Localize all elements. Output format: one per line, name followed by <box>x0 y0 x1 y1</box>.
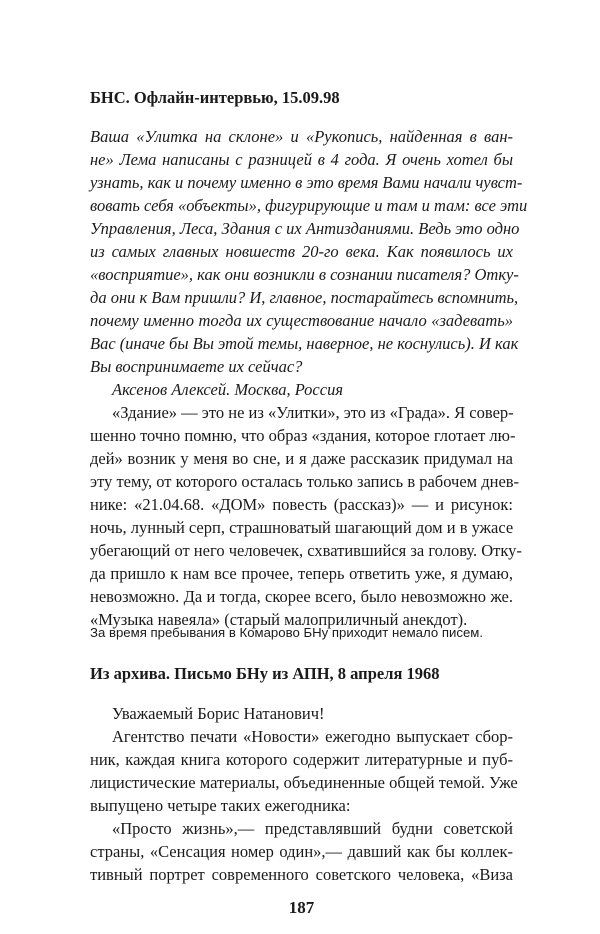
letter-line: лицистические материалы, объединенные общей темой. Уже <box>90 773 518 792</box>
editorial-note: За время пребывания в Комарово БНу приходит немало писем. <box>90 625 484 640</box>
book-page <box>90 0 528 934</box>
letter-line: ник, каждая книга которого содержит литературные и пуб- <box>90 750 513 769</box>
answer-line: да пришло к нам все прочее, теперь ответить уже, я думаю, <box>90 564 513 583</box>
question-line: не» Лема написаны с разницей в 4 года. Я очень хотел бы <box>90 150 513 169</box>
question-line: узнать, как и почему именно в это время Вами начали чувст- <box>90 173 523 192</box>
question-line: почему именно тогда их существование начало «задевать» <box>90 311 513 330</box>
answer-line: «Музыка навеяла» (старый малоприличный анекдот). <box>90 610 468 629</box>
letter-line: Агентство печати «Новости» ежегодно выпускает сбор- <box>112 727 513 746</box>
answer-line: шенно точно помню, что образ «здания, которое глотает лю- <box>90 426 516 445</box>
answer-line: невозможно. Да и тогда, скорее всего, было невозможно же. <box>90 587 513 606</box>
section-heading-interview: БНС. Офлайн-интервью, 15.09.98 <box>90 88 340 107</box>
question-line: Вас (иначе бы Вы этой темы, наверное, не коснулись). И как <box>90 334 519 353</box>
letter-line: выпущено четыре таких ежегодника: <box>90 796 351 815</box>
question-line: Управления, Леса, Здания с их Антизданиями. Ведь это одно <box>90 219 520 238</box>
question-line: да они к Вам пришли? И, главное, постарайтесь вспомнить, <box>90 288 519 307</box>
answer-line: нике: «21.04.68. «ДОМ» повесть (рассказ)» — и рисунок: <box>90 495 513 514</box>
letter-salutation: Уважаемый Борис Натанович! <box>112 704 325 723</box>
answer-line: «Здание» — это не из «Улитки», это из «Града». Я совер- <box>112 403 514 422</box>
letter-line: «Просто жизнь»,— представлявший будни советской <box>112 819 513 838</box>
question-line: «восприятие», как они возникли в сознании писателя? Отку- <box>90 265 519 284</box>
page-number: 187 <box>288 898 315 917</box>
question-line: из самых главных новшеств 20-го века. Как появилось их <box>90 242 513 261</box>
question-line: Ваша «Улитка на склоне» и «Рукопись, найденная в ван- <box>90 127 513 146</box>
answer-line: дей» возник у меня во сне, и я даже рассказик придумал на <box>90 449 513 468</box>
answer-line: ночь, лунный серп, страшноватый шагающий дом и в ужасе <box>90 518 514 537</box>
letter-line: тивный портрет современного советского человека, «Виза <box>90 865 513 884</box>
answer-line: эту тему, от которого осталась только запись в рабочем днев- <box>90 472 520 491</box>
answer-line: убегающий от него человечек, схватившийся за голову. Отку- <box>90 541 522 560</box>
letter-line: страны, «Сенсация номер один»,— давший как бы коллек- <box>90 842 513 861</box>
question-line: вовать себя «объекты», фигурирующие и там и там: все эти <box>90 196 528 215</box>
section-heading-archive: Из архива. Письмо БНу из АПН, 8 апреля 1968 <box>90 664 440 683</box>
question-author: Аксенов Алексей. Москва, Россия <box>112 380 343 399</box>
question-line: Вы воспринимаете их сейчас? <box>90 357 303 376</box>
